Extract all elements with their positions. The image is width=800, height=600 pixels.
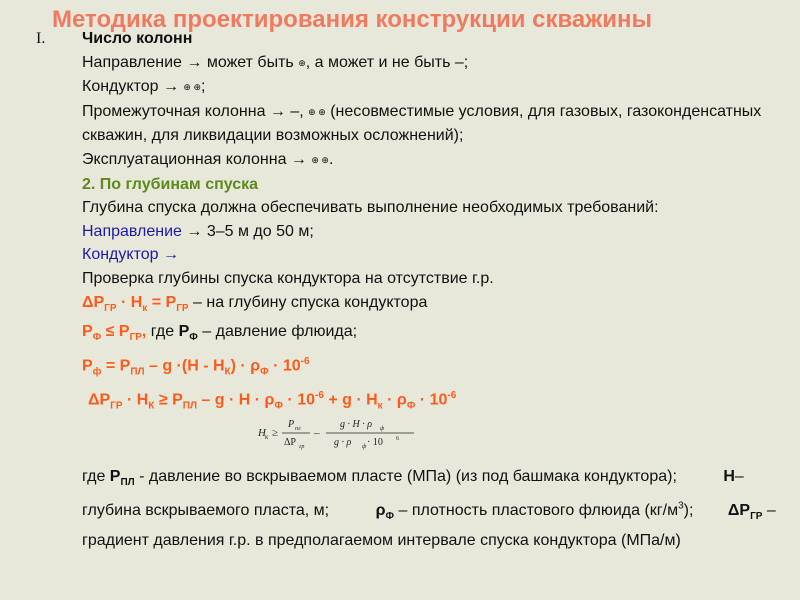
- section-1-heading: Число колонн: [82, 30, 193, 47]
- slide-title: Методика проектирования конструкции скважины: [52, 6, 653, 33]
- check-text: Проверка глубины спуска кондуктора на отсутствие г.р.: [82, 269, 494, 287]
- def-ppl: где $P_{ПЛ}$ - давление во вскрываемом пласте (МПа) (из под башмака кондуктора);: [82, 468, 677, 489]
- formula-den2-sub: ф: [362, 444, 367, 450]
- line-promezhutochnaya: Промежуточная колонна → –, ⊕ ⊕ (несовместимые условия, для газовых, газоконденсатных скважин, для ликвидации возможных осложнений);: [82, 102, 762, 145]
- def-dpgr: $\Delta P_{ГР}$ – градиент давления г.р. в предполагаемом интервале спуска кондуктора (МПа/м): [82, 502, 776, 549]
- formula-4: $\Delta P_{ГР} \cdot H_К \ge P_{ПЛ} - g \cdot H \cdot \rho_Ф \cdot 10^{-6} + g \cdot H_к \cdot \rho_Ф \cdot 10^{-6}$: [88, 390, 457, 412]
- formula-minus: –: [314, 427, 320, 439]
- plus-circle-icon: ⊕ ⊕: [308, 106, 326, 117]
- formula-num2: g · H · ρ: [340, 419, 373, 430]
- formula-den2-sup: 6: [396, 436, 399, 442]
- formula-num2-sub: ф: [380, 426, 385, 432]
- plus-circle-icon: ⊕ ⊕: [311, 154, 329, 165]
- formula-rel: ≥: [272, 427, 279, 439]
- line-konduktor: Кондуктор → ⊕ ⊕;: [82, 78, 206, 96]
- konduktor-label: Кондуктор →: [82, 246, 179, 264]
- formula-den1-sub: гр: [299, 444, 305, 450]
- napravlenie-depth: Направление → 3–5 м до 50 м;: [82, 222, 314, 240]
- formula-3: $P_ф = P_{ПЛ} - g \cdot(H - H_К) \cdot \rho_Ф \cdot 10^{-6}$: [82, 356, 310, 378]
- plus-circle-icon: ⊕: [298, 57, 306, 68]
- section-2-heading: 2. По глубинам спуска: [82, 175, 259, 193]
- def-h: H– глубина вскрываемого пласта, м;: [82, 468, 744, 520]
- line-napravlenie: Направление → может быть ⊕, а может и не быть –;: [82, 53, 469, 71]
- line-ekspluatatsionnaya: Эксплуатационная колонна → ⊕ ⊕.: [82, 150, 334, 168]
- definitions: [82, 465, 782, 552]
- formula-lhs-sub: к: [265, 433, 269, 441]
- formula-den2-c: · 10: [367, 437, 383, 448]
- section-numeral: I.: [36, 30, 46, 47]
- plus-circle-icon: ⊕ ⊕: [183, 82, 201, 93]
- formula-num1-sub: пл: [295, 426, 301, 432]
- formula-den2: g · ρ: [334, 437, 352, 448]
- slide-body: [82, 27, 782, 418]
- formula-2: $P_Ф \le P_{ГР}$, где $P_Ф$ – давление флюида;: [82, 323, 358, 344]
- formula-num1: P: [288, 419, 295, 430]
- formula-lhs: H: [258, 427, 266, 439]
- def-rho: $\rho_Ф$ – плотность пластового флюида $(кг/м^3)$;: [375, 500, 694, 523]
- requirements-text: Глубина спуска должна обеспечивать выполнение необходимых требований:: [82, 199, 659, 217]
- formula-1: $\Delta P_{ГР} \cdot H_к = P_{ГР}$ – на глубину спуска кондуктора: [82, 293, 428, 314]
- formula-image: [252, 412, 422, 452]
- formula-den1: ΔP: [284, 437, 296, 448]
